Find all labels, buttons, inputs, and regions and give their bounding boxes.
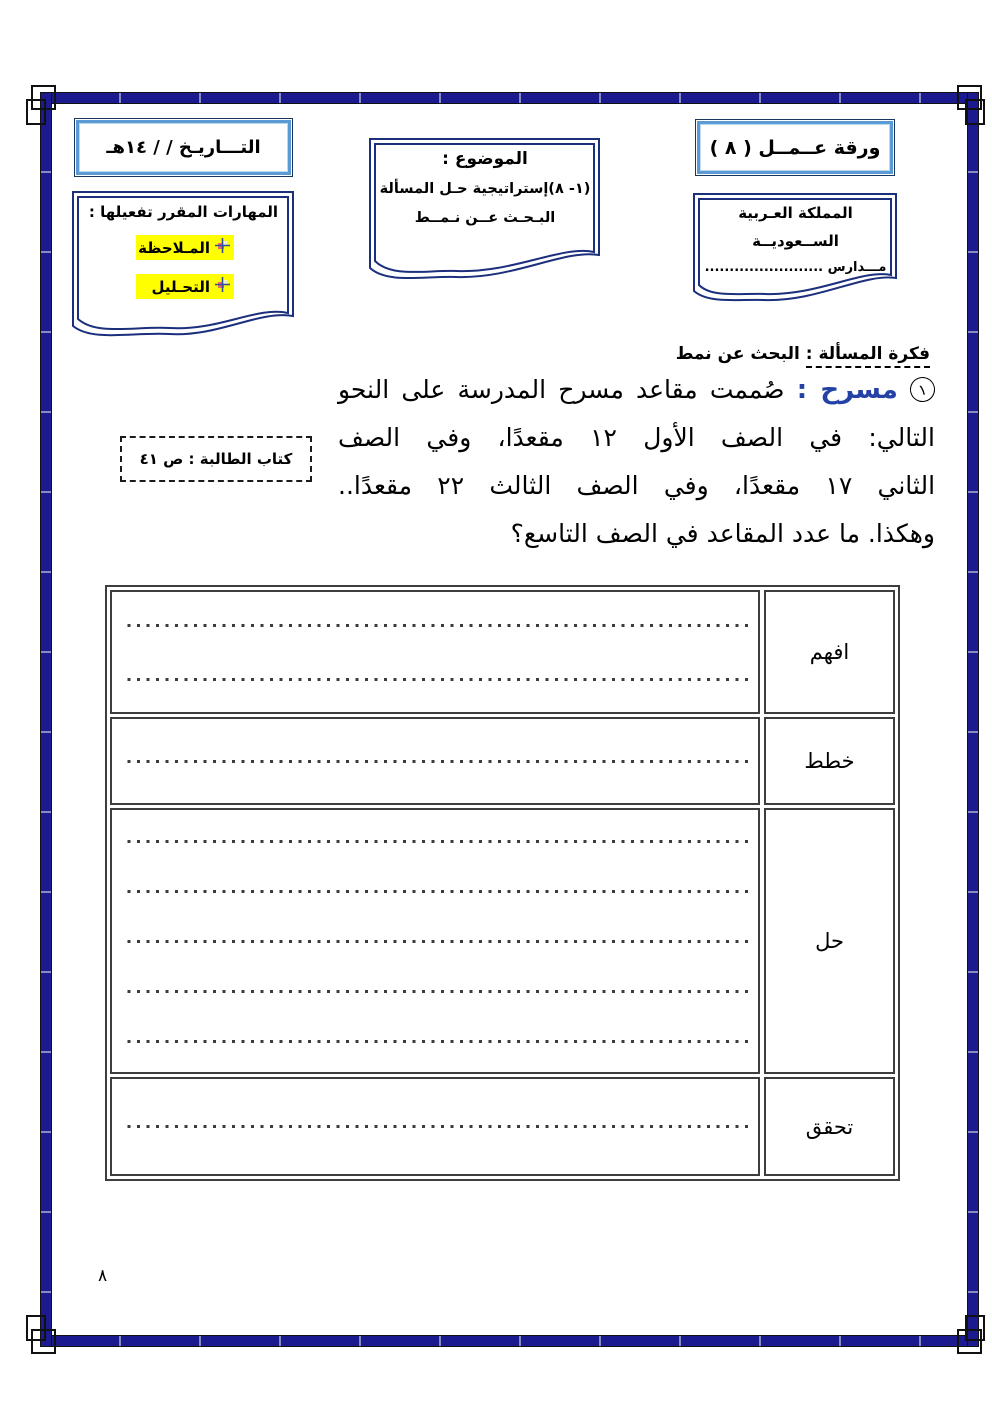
frame-border-top	[40, 92, 979, 104]
table-row-check	[110, 1077, 895, 1176]
dotted-answer-line[interactable]	[122, 624, 748, 627]
dotted-answer-line[interactable]	[122, 840, 748, 843]
answer-area-check[interactable]	[110, 1077, 760, 1176]
skills-box	[71, 203, 296, 299]
subject-title: الموضوع :	[442, 149, 528, 169]
skills-title: المهارات المقرر تفعيلها :	[88, 203, 279, 221]
dotted-answer-line[interactable]	[122, 1125, 748, 1128]
frame-corner-icon	[26, 99, 46, 125]
dotted-answer-line[interactable]	[122, 890, 748, 893]
dotted-answer-line[interactable]	[122, 678, 748, 681]
answer-area-solve[interactable]	[110, 808, 760, 1074]
table-row-solve	[110, 808, 895, 1074]
kingdom-line1: المملكة العـربية	[738, 204, 853, 222]
problem-line: التالي: في الصف الأول ١٢ مقعدًا، وفي الصف	[338, 423, 935, 452]
kingdom-line2: الســعوديــة	[752, 232, 839, 250]
problem-title: مسرح :	[796, 375, 898, 405]
frame-border-left	[40, 92, 52, 1347]
frame-corner-icon	[26, 1315, 46, 1341]
book-reference: كتاب الطالبة : ص ٤١	[139, 450, 293, 468]
frame-border-bottom	[40, 1335, 979, 1347]
answer-area-understand[interactable]	[110, 590, 760, 714]
subject-box	[368, 149, 602, 226]
book-reference-box	[120, 436, 312, 482]
frame-corner-icon	[965, 1315, 985, 1341]
date-label: التـــاريـخ / / ١٤هـ	[106, 137, 261, 158]
subject-strategy-name: البـحـث عــن نـمــط	[414, 210, 556, 226]
frame-border-right	[967, 92, 979, 1347]
frame-corner-icon	[965, 99, 985, 125]
dotted-answer-line[interactable]	[122, 990, 748, 993]
skill-item-observation	[136, 235, 234, 260]
date-box	[74, 118, 293, 177]
answer-area-plan[interactable]	[110, 717, 760, 805]
problem-number-icon: ١	[907, 374, 937, 404]
problem-text: صُممت مقاعد مسرح المدرسة على النحو	[338, 375, 785, 404]
problem-line: الثاني ١٧ مقعدًا، وفي الصف الثالث ٢٢ مقعدًا..	[338, 471, 936, 500]
page-number: ٨	[98, 1266, 108, 1286]
dotted-answer-line[interactable]	[122, 1040, 748, 1043]
cross-bullet-icon	[215, 277, 230, 296]
dotted-answer-line[interactable]	[122, 940, 748, 943]
skill-item-analysis	[136, 274, 234, 299]
worksheet-title-box	[695, 119, 895, 176]
step-label-solve: حل	[764, 808, 895, 1074]
skill-label: التحـليل	[151, 277, 210, 296]
problem-idea-heading	[676, 344, 930, 364]
step-label-plan: خطط	[764, 717, 895, 805]
dotted-answer-line[interactable]	[122, 760, 748, 763]
step-label-check: تحقق	[764, 1077, 895, 1176]
problem-idea-label: فكرة المسألة :	[806, 344, 930, 368]
problem-line: وهكذا. ما عدد المقاعد في الصف التاسع؟	[510, 519, 935, 548]
problem-idea-value: البحث عن نمط	[675, 344, 800, 364]
problem-line	[338, 366, 935, 414]
problem-statement	[338, 366, 935, 558]
table-row-plan	[110, 717, 895, 805]
skill-label: المـلاحظة	[138, 238, 210, 257]
step-label-understand: افهم	[764, 590, 895, 714]
solution-table	[105, 585, 900, 1181]
worksheet-title: ورقة عــمــل ( ٨ )	[709, 136, 881, 159]
schools-blank: مـــدارس ........................	[704, 260, 887, 275]
subject-strategy: (١- ٨)إستراتيجية حـل المسألة	[379, 181, 591, 197]
table-row-understand	[110, 590, 895, 714]
kingdom-box	[692, 204, 899, 275]
cross-bullet-icon	[215, 238, 230, 257]
